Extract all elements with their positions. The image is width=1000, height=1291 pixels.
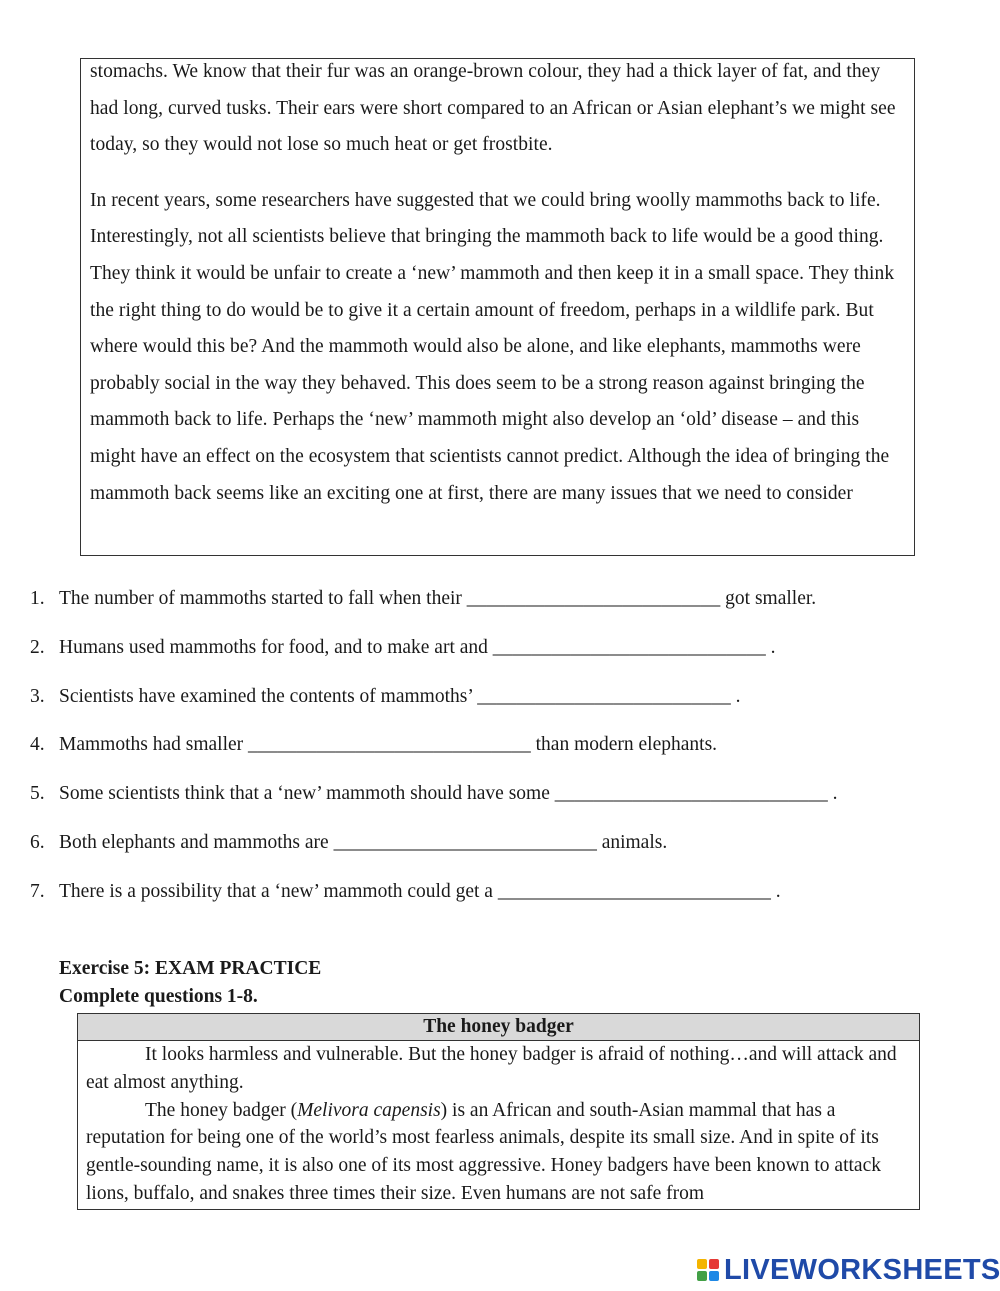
badger-paragraph-2: The honey badger (Melivora capensis) is an African and south-Asian mammal that has a reputation for being one of the world’s most fearless animals, despite its small size. And in spite of its gentle-sounding name, it is also one of its most aggressive. Honey badgers have been known to attack lions, buffalo, and snakes three times their size. Even humans are not safe from (86, 1099, 881, 1204)
logo-square (697, 1271, 707, 1281)
question-number: 1. (30, 588, 45, 609)
answer-blank-4[interactable]: _____________________________ (248, 734, 531, 755)
logo-icon (697, 1259, 719, 1281)
exercise-instruction: Complete questions 1-8. (59, 986, 258, 1007)
badger-title: The honey badger (78, 1014, 919, 1041)
question-number: 3. (30, 686, 45, 707)
question-3: 3. Scientists have examined the contents of mammoths’ __________________________ . (30, 686, 741, 707)
answer-blank-7[interactable]: ____________________________ (497, 881, 771, 902)
question-1: 1. The number of mammoths started to fall when their __________________________ got smaller. (30, 588, 817, 609)
badger-paragraph-1: It looks harmless and vulnerable. But the honey badger is afraid of nothing…and will attack and eat almost anything. (86, 1044, 897, 1093)
answer-blank-5[interactable]: ____________________________ (554, 783, 828, 804)
question-number: 7. (30, 881, 45, 902)
question-2: 2. Humans used mammoths for food, and to make art and ____________________________ . (30, 637, 776, 658)
passage-paragraph-1: stomachs. We know that their fur was an orange-brown colour, they had a thick layer of fat, and they had long, curved tusks. Their ears were short compared to an African or Asian elephant’s we might see today, so they would not lose so much heat or get frostbite. (90, 61, 896, 156)
logo-square (697, 1259, 707, 1269)
question-number: 2. (30, 637, 45, 658)
liveworksheets-logo (697, 1255, 1000, 1285)
logo-square (709, 1259, 719, 1269)
question-6: 6. Both elephants and mammoths are ___________________________ animals. (30, 832, 668, 853)
question-number: 4. (30, 734, 45, 755)
passage-paragraph-2: In recent years, some researchers have suggested that we could bring woolly mammoths back to life. Interestingly, not all scientists believe that bringing the mammoth back to life would be a good thing. They think it would be unfair to create a ‘new’ mammoth and then keep it in a small space. They think the right thing to do would be to give it a certain amount of freedom, perhaps in a wildlife park. But where would this be? And the mammoth would also be alone, and like elephants, mammoths were probably social in the way they behaved. This does seem to be a strong reason against bringing the mammoth back to life. Perhaps the ‘new’ mammoth might also develop an ‘old’ disease – and this might have an effect on the ecosystem that scientists cannot predict. Although the idea of bringing the mammoth back seems like an exciting one at first, there are many issues that we need to consider (90, 189, 895, 504)
answer-blank-1[interactable]: __________________________ (466, 588, 721, 609)
question-number: 5. (30, 783, 45, 804)
mammoth-passage-box (80, 58, 915, 556)
scientific-name: Melivora capensis (297, 1099, 441, 1121)
exercise-title: Exercise 5: EXAM PRACTICE (59, 958, 322, 979)
logo-square (709, 1271, 719, 1281)
answer-blank-2[interactable]: ____________________________ (492, 637, 766, 658)
question-5: 5. Some scientists think that a ‘new’ mammoth should have some ____________________________ . (30, 783, 838, 804)
answer-blank-3[interactable]: __________________________ (477, 686, 731, 707)
logo-text: LIVEWORKSHEETS (724, 1253, 1000, 1286)
answer-blank-6[interactable]: ___________________________ (333, 832, 597, 853)
question-7: 7. There is a possibility that a ‘new’ mammoth could get a ____________________________ . (30, 881, 781, 902)
honey-badger-text-box (77, 1013, 920, 1210)
question-4: 4. Mammoths had smaller _____________________________ than modern elephants. (30, 734, 718, 755)
badger-body (78, 1041, 919, 1208)
question-number: 6. (30, 832, 45, 853)
